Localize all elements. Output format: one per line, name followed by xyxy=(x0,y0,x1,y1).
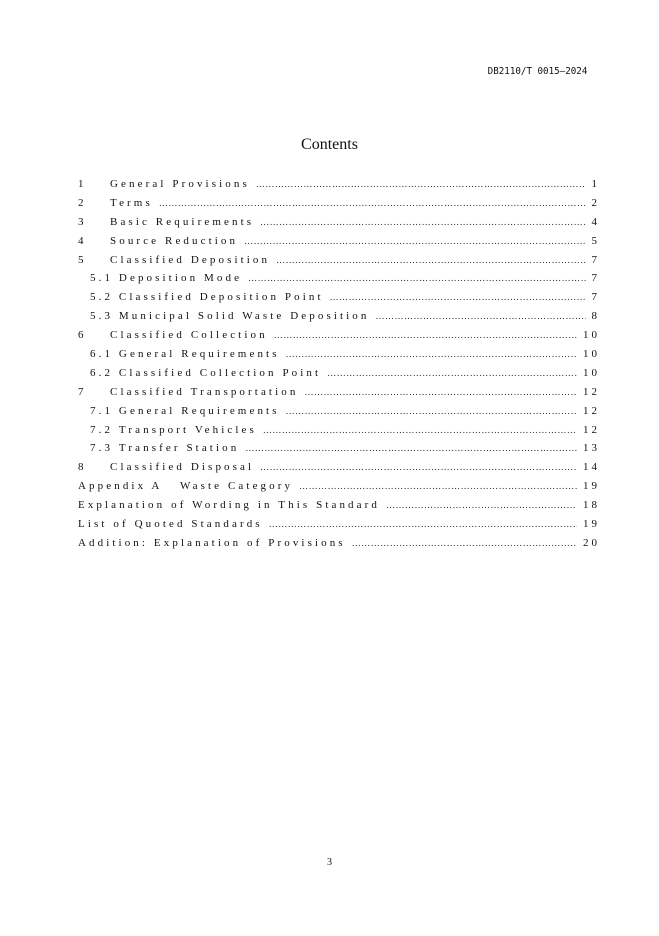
toc-entry-page: 10 xyxy=(583,366,600,379)
toc-leader-dots xyxy=(304,383,577,402)
toc-entry-label xyxy=(78,458,254,477)
toc-entry-title: General Requirements xyxy=(118,348,280,361)
toc-leader-dots xyxy=(245,439,577,458)
toc-entry-page: 18 xyxy=(583,499,600,512)
toc-entry-page: 20 xyxy=(583,536,600,549)
toc-entry-5-1[interactable] xyxy=(78,269,600,288)
toc-entry-appendix-a[interactable] xyxy=(78,477,600,496)
toc-entry-title: General Provisions xyxy=(110,178,250,190)
toc-entry-page: 7 xyxy=(591,272,600,285)
toc-entry-page: 13 xyxy=(583,442,600,455)
toc-entry-7-2[interactable] xyxy=(78,421,600,440)
toc-entry-number: 6 xyxy=(78,329,87,342)
toc-entry-number: 7.1 xyxy=(90,404,114,417)
toc-leader-dots xyxy=(352,534,577,553)
toc-entry-title: Classified Disposal xyxy=(110,461,255,474)
toc-entry-title: Classified Transportation xyxy=(110,385,299,398)
toc-leader-dots xyxy=(269,515,577,534)
toc-entry-7-1[interactable] xyxy=(78,402,600,421)
toc-entry-5-3[interactable] xyxy=(78,307,600,326)
toc-entry-title: Addition: Explanation of Provisions xyxy=(78,536,346,549)
toc-leader-dots xyxy=(276,251,585,270)
toc-entry-1[interactable] xyxy=(78,175,600,194)
toc-entry-page: 8 xyxy=(591,310,600,323)
toc-entry-label xyxy=(90,307,370,326)
toc-leader-dots xyxy=(244,232,585,251)
document-code: DB2110/T 0015—2024 xyxy=(487,66,587,77)
toc-entry-label xyxy=(78,326,268,345)
page-number: 3 xyxy=(327,857,332,868)
toc-entry-title: Deposition Mode xyxy=(118,272,243,285)
toc-entry-page: 1 xyxy=(591,178,600,190)
toc-entry-label xyxy=(90,345,280,364)
toc-entry-label xyxy=(90,421,257,440)
toc-entry-title: Municipal Solid Waste Deposition xyxy=(118,310,370,323)
toc-entry-page: 12 xyxy=(583,423,600,436)
toc-entry-page: 19 xyxy=(583,480,600,493)
toc-leader-dots xyxy=(159,194,586,213)
toc-entry-number: 7 xyxy=(78,385,87,398)
toc-entry-list-of-quoted-standards[interactable] xyxy=(78,515,600,534)
toc-entry-label xyxy=(78,232,238,251)
toc-entry-label xyxy=(78,175,250,194)
toc-entry-page: 4 xyxy=(591,215,600,228)
toc-entry-page: 19 xyxy=(583,518,600,531)
toc-entry-number: 1 xyxy=(78,178,87,190)
toc-entry-number: 7.2 xyxy=(90,423,114,436)
toc-entry-title: Classified Deposition Point xyxy=(118,291,324,304)
toc-entry-label xyxy=(78,383,298,402)
table-of-contents xyxy=(78,175,600,553)
toc-entry-number: 3 xyxy=(78,215,87,228)
toc-leader-dots xyxy=(327,364,577,383)
toc-entry-3[interactable] xyxy=(78,213,600,232)
toc-entry-label xyxy=(90,288,324,307)
toc-entry-6-2[interactable] xyxy=(78,364,600,383)
toc-entry-page: 10 xyxy=(583,348,600,361)
toc-entry-6-1[interactable] xyxy=(78,345,600,364)
toc-entry-2[interactable] xyxy=(78,194,600,213)
toc-entry-title: Transport Vehicles xyxy=(118,423,257,436)
toc-entry-title: Basic Requirements xyxy=(110,215,255,228)
toc-leader-dots xyxy=(286,345,577,364)
toc-entry-7[interactable] xyxy=(78,383,600,402)
toc-entry-number: 4 xyxy=(78,234,87,247)
toc-leader-dots xyxy=(248,269,585,288)
toc-entry-label xyxy=(90,364,321,383)
toc-entry-page: 2 xyxy=(591,196,600,209)
toc-leader-dots xyxy=(386,496,577,515)
toc-entry-label xyxy=(90,269,242,288)
toc-entry-number: 5.1 xyxy=(90,272,114,285)
toc-entry-number: 5.3 xyxy=(90,310,114,323)
toc-entry-page: 12 xyxy=(583,404,600,417)
toc-leader-dots xyxy=(260,213,585,232)
toc-entry-title: Source Reduction xyxy=(110,234,239,247)
toc-leader-dots xyxy=(263,421,577,440)
toc-entry-title: Terms xyxy=(110,196,153,209)
toc-entry-title: Waste Category xyxy=(180,480,294,493)
toc-entry-number: 5 xyxy=(78,253,87,266)
toc-entry-6[interactable] xyxy=(78,326,600,345)
toc-entry-page: 12 xyxy=(583,385,600,398)
toc-entry-page: 10 xyxy=(583,329,600,342)
toc-entry-label xyxy=(78,194,153,213)
toc-entry-label xyxy=(90,402,280,421)
toc-entry-title: Classified Collection Point xyxy=(118,366,322,379)
toc-entry-title: Classified Collection xyxy=(110,329,268,342)
toc-entry-label xyxy=(78,477,293,496)
toc-entry-7-3[interactable] xyxy=(78,439,600,458)
toc-entry-title: General Requirements xyxy=(118,404,280,417)
contents-title: Contents xyxy=(301,136,358,153)
toc-entry-number: 2 xyxy=(78,196,87,209)
toc-entry-label xyxy=(90,439,239,458)
toc-entry-number: 6.2 xyxy=(90,366,114,379)
toc-leader-dots xyxy=(299,477,577,496)
toc-leader-dots xyxy=(274,326,577,345)
toc-entry-4[interactable] xyxy=(78,232,600,251)
toc-entry-number: 8 xyxy=(78,461,87,474)
toc-entry-5[interactable] xyxy=(78,251,600,270)
toc-entry-number: Appendix A xyxy=(78,480,163,493)
toc-entry-explanation-of-wording[interactable] xyxy=(78,496,600,515)
toc-entry-addition-explanation[interactable] xyxy=(78,534,600,553)
toc-entry-title: Transfer Station xyxy=(118,442,240,455)
toc-leader-dots xyxy=(260,458,577,477)
toc-entry-label xyxy=(78,213,254,232)
toc-entry-5-2[interactable] xyxy=(78,288,600,307)
toc-entry-number: 7.3 xyxy=(90,442,114,455)
toc-leader-dots xyxy=(256,175,586,194)
toc-entry-title: Explanation of Wording in This Standard xyxy=(78,499,381,512)
toc-entry-page: 14 xyxy=(583,461,600,474)
toc-entry-number: 6.1 xyxy=(90,348,114,361)
toc-entry-8[interactable] xyxy=(78,458,600,477)
toc-entry-page: 7 xyxy=(591,253,600,266)
toc-entry-title: Classified Deposition xyxy=(110,253,271,266)
toc-leader-dots xyxy=(286,402,577,421)
toc-entry-title: List of Quoted Standards xyxy=(78,518,263,531)
toc-entry-page: 5 xyxy=(591,234,600,247)
toc-entry-page: 7 xyxy=(591,291,600,304)
toc-leader-dots xyxy=(330,288,586,307)
toc-entry-number: 5.2 xyxy=(90,291,114,304)
toc-leader-dots xyxy=(376,307,586,326)
toc-entry-label xyxy=(78,251,270,270)
